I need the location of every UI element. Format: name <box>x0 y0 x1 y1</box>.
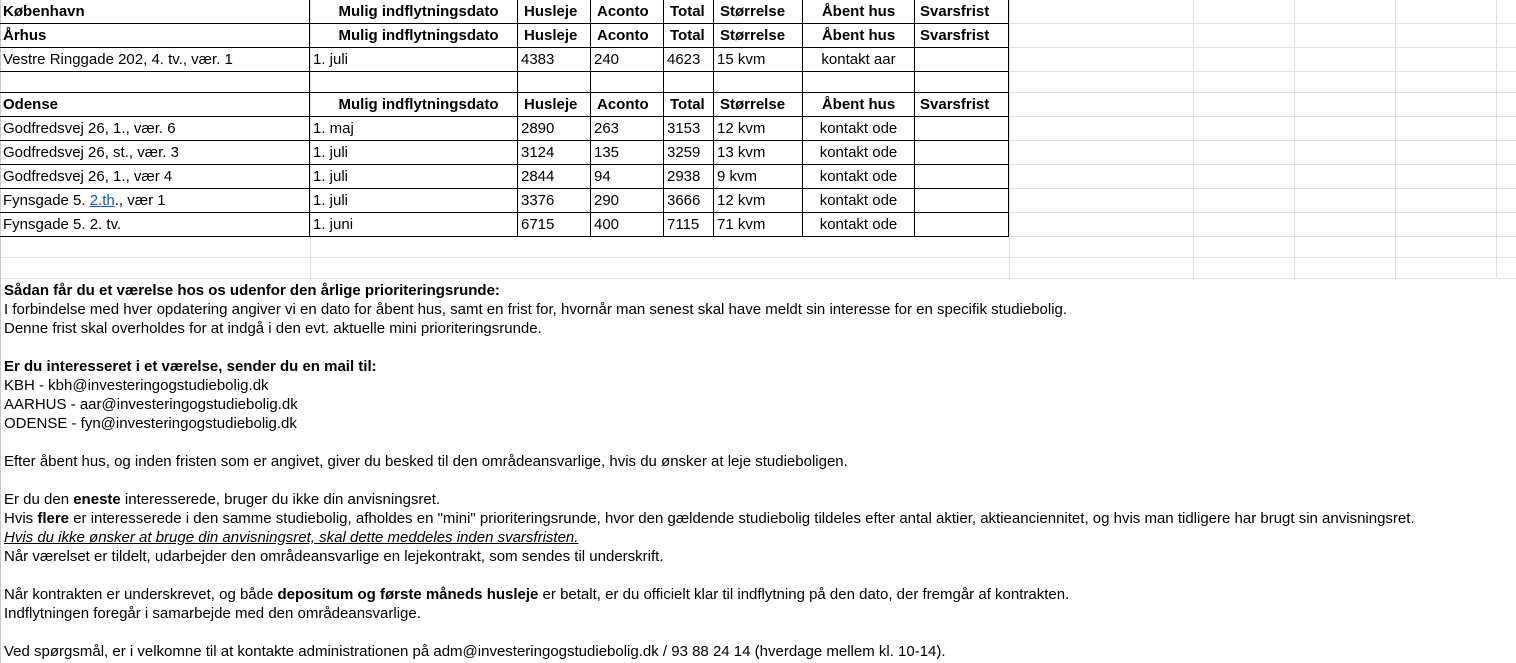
open-house-cell[interactable]: kontakt ode <box>803 189 915 213</box>
text: Er du den <box>4 491 74 508</box>
column-header-cell[interactable]: Aconto <box>591 93 664 117</box>
address-cell[interactable]: Vestre Ringgade 202, 4. tv., vær. 1 <box>0 48 310 72</box>
rent-cell[interactable]: 2844 <box>518 165 591 189</box>
empty-cell[interactable] <box>518 72 591 93</box>
column-header-cell[interactable]: Åbent hus <box>803 0 915 24</box>
info-paragraph: Når værelset er tildelt, udarbejder den områdeansvarlige en lejekontrakt, som sendes til underskrift. <box>4 548 664 565</box>
info-paragraph: Denne frist skal overholdes for at indgå i den evt. aktuelle mini prioriteringsrunde. <box>4 320 542 337</box>
empty-cell[interactable] <box>714 72 803 93</box>
column-header-cell[interactable]: Aconto <box>591 24 664 48</box>
move-in-date-cell[interactable]: 1. juni <box>310 213 518 237</box>
empty-cell[interactable] <box>803 72 915 93</box>
column-header-cell[interactable]: Total <box>664 93 714 117</box>
total-cell[interactable]: 3666 <box>664 189 714 213</box>
address-link[interactable]: 2.th <box>89 192 115 209</box>
deadline-cell[interactable] <box>915 141 1009 165</box>
open-house-cell[interactable]: kontakt ode <box>803 117 915 141</box>
column-header-cell[interactable]: Svarsfrist <box>915 93 1009 117</box>
address-cell[interactable]: Godfredsvej 26, 1., vær 4 <box>0 165 310 189</box>
text: Når kontrakten er underskrevet, og både <box>4 586 278 603</box>
rent-cell[interactable]: 2890 <box>518 117 591 141</box>
column-header-cell[interactable]: Mulig indflytningsdato <box>310 93 518 117</box>
rent-cell[interactable]: 3124 <box>518 141 591 165</box>
column-header-cell[interactable]: Total <box>664 0 714 24</box>
text: er betalt, er du officielt klar til indflytning på den dato, der fremgår af kontrakten. <box>538 586 1070 603</box>
aconto-cell[interactable]: 94 <box>591 165 664 189</box>
address-cell[interactable] <box>0 189 310 213</box>
rent-cell[interactable]: 6715 <box>518 213 591 237</box>
info-heading-2 <box>4 357 377 376</box>
aconto-cell[interactable]: 400 <box>591 213 664 237</box>
column-header-cell[interactable]: Mulig indflytningsdato <box>310 24 518 48</box>
text: er interesserede i den samme studiebolig, afholdes en "mini" prioriteringsrunde, hvor den gældende studiebolig tildeles efter antal aktier, aktieanciennitet, og hvis man tidligere har brugt sin anvisningsret. <box>69 510 1415 527</box>
open-house-cell[interactable]: kontakt ode <box>803 213 915 237</box>
size-cell[interactable]: 15 kvm <box>714 48 803 72</box>
column-header-cell[interactable]: Størrelse <box>714 24 803 48</box>
address-cell[interactable]: Fynsgade 5. 2. tv. <box>0 213 310 237</box>
info-contact: Ved spørgsmål, er i velkomne til at kontakte administrationen på adm@investeringogstudiebolig.dk / 93 88 24 14 (hverdage mellem kl. 10-14). <box>4 643 946 660</box>
rent-cell[interactable]: 4383 <box>518 48 591 72</box>
text: ., vær 1 <box>114 192 166 209</box>
info-paragraph <box>4 585 1069 604</box>
empty-cell[interactable] <box>915 72 1009 93</box>
address-cell[interactable]: Godfredsvej 26, 1., vær. 6 <box>0 117 310 141</box>
open-house-cell[interactable]: kontakt ode <box>803 165 915 189</box>
email-odense[interactable]: ODENSE - fyn@investeringogstudiebolig.dk <box>4 415 297 432</box>
deadline-cell[interactable] <box>915 165 1009 189</box>
deadline-cell[interactable] <box>915 213 1009 237</box>
aconto-cell[interactable]: 263 <box>591 117 664 141</box>
email-kbh[interactable]: KBH - kbh@investeringogstudiebolig.dk <box>4 377 269 394</box>
deadline-cell[interactable] <box>915 48 1009 72</box>
deadline-cell[interactable] <box>915 189 1009 213</box>
section-title-cell[interactable]: Odense <box>0 93 310 117</box>
info-paragraph <box>4 509 1415 528</box>
total-cell[interactable]: 3153 <box>664 117 714 141</box>
size-cell[interactable]: 13 kvm <box>714 141 803 165</box>
column-header-cell[interactable]: Svarsfrist <box>915 24 1009 48</box>
size-cell[interactable]: 71 kvm <box>714 213 803 237</box>
aconto-cell[interactable]: 135 <box>591 141 664 165</box>
section-title-cell[interactable]: København <box>0 0 310 24</box>
column-header-cell[interactable]: Størrelse <box>714 0 803 24</box>
total-cell[interactable]: 4623 <box>664 48 714 72</box>
open-house-cell[interactable]: kontakt aar <box>803 48 915 72</box>
total-cell[interactable]: 7115 <box>664 213 714 237</box>
size-cell[interactable]: 9 kvm <box>714 165 803 189</box>
column-header-cell[interactable]: Mulig indflytningsdato <box>310 0 518 24</box>
column-header-cell[interactable]: Husleje <box>518 0 591 24</box>
bold-text: eneste <box>73 491 121 508</box>
info-note-italic: Hvis du ikke ønsker at bruge din anvisningsret, skal dette meddeles inden svarsfristen. <box>4 529 579 546</box>
total-cell[interactable]: 2938 <box>664 165 714 189</box>
info-paragraph: Indflytningen foregår i samarbejde med den områdeansvarlige. <box>4 605 421 622</box>
aconto-cell[interactable]: 240 <box>591 48 664 72</box>
heading-text: Er du interesseret i et værelse, sender du en mail til: <box>4 358 377 375</box>
column-header-cell[interactable]: Husleje <box>518 24 591 48</box>
open-house-cell[interactable]: kontakt ode <box>803 141 915 165</box>
move-in-date-cell[interactable]: 1. juli <box>310 165 518 189</box>
email-aarhus[interactable]: AARHUS - aar@investeringogstudiebolig.dk <box>4 396 298 413</box>
empty-cell[interactable] <box>0 72 310 93</box>
size-cell[interactable]: 12 kvm <box>714 117 803 141</box>
gridline <box>0 278 1516 279</box>
move-in-date-cell[interactable]: 1. juli <box>310 48 518 72</box>
move-in-date-cell[interactable]: 1. juli <box>310 189 518 213</box>
column-header-cell[interactable]: Husleje <box>518 93 591 117</box>
column-header-cell[interactable]: Total <box>664 24 714 48</box>
empty-cell[interactable] <box>310 72 518 93</box>
gridline <box>0 257 1516 258</box>
text: Fynsgade 5. <box>3 192 90 209</box>
bold-text: flere <box>37 510 70 527</box>
bold-text: depositum og første måneds husleje <box>277 586 539 603</box>
move-in-date-cell[interactable]: 1. juli <box>310 141 518 165</box>
aconto-cell[interactable]: 290 <box>591 189 664 213</box>
address-cell[interactable]: Godfredsvej 26, st., vær. 3 <box>0 141 310 165</box>
column-header-cell[interactable]: Størrelse <box>714 93 803 117</box>
empty-cell[interactable] <box>591 72 664 93</box>
info-paragraph: Efter åbent hus, og inden fristen som er angivet, giver du besked til den områdeansvarlige, hvis du ønsker at leje studieboligen. <box>4 453 848 470</box>
size-cell[interactable]: 12 kvm <box>714 189 803 213</box>
info-paragraph: I forbindelse med hver opdatering angiver vi en dato for åbent hus, samt en frist for, hvornår man senest skal have meldt sin interesse for en specifik studiebolig. <box>4 301 1068 318</box>
column-header-cell[interactable]: Åbent hus <box>803 93 915 117</box>
empty-cell[interactable] <box>664 72 714 93</box>
text: interesserede, bruger du ikke din anvisningsret. <box>120 491 441 508</box>
move-in-date-cell[interactable]: 1. maj <box>310 117 518 141</box>
total-cell[interactable]: 3259 <box>664 141 714 165</box>
column-header-cell[interactable]: Åbent hus <box>803 24 915 48</box>
column-header-cell[interactable]: Aconto <box>591 0 664 24</box>
text: Hvis <box>4 510 38 527</box>
deadline-cell[interactable] <box>915 117 1009 141</box>
section-title-cell[interactable]: Århus <box>0 24 310 48</box>
info-heading-1 <box>4 281 500 300</box>
rent-cell[interactable]: 3376 <box>518 189 591 213</box>
column-header-cell[interactable]: Svarsfrist <box>915 0 1009 24</box>
heading-text: Sådan får du et værelse hos os udenfor den årlige prioriteringsrunde: <box>4 282 500 299</box>
info-paragraph <box>4 490 440 509</box>
